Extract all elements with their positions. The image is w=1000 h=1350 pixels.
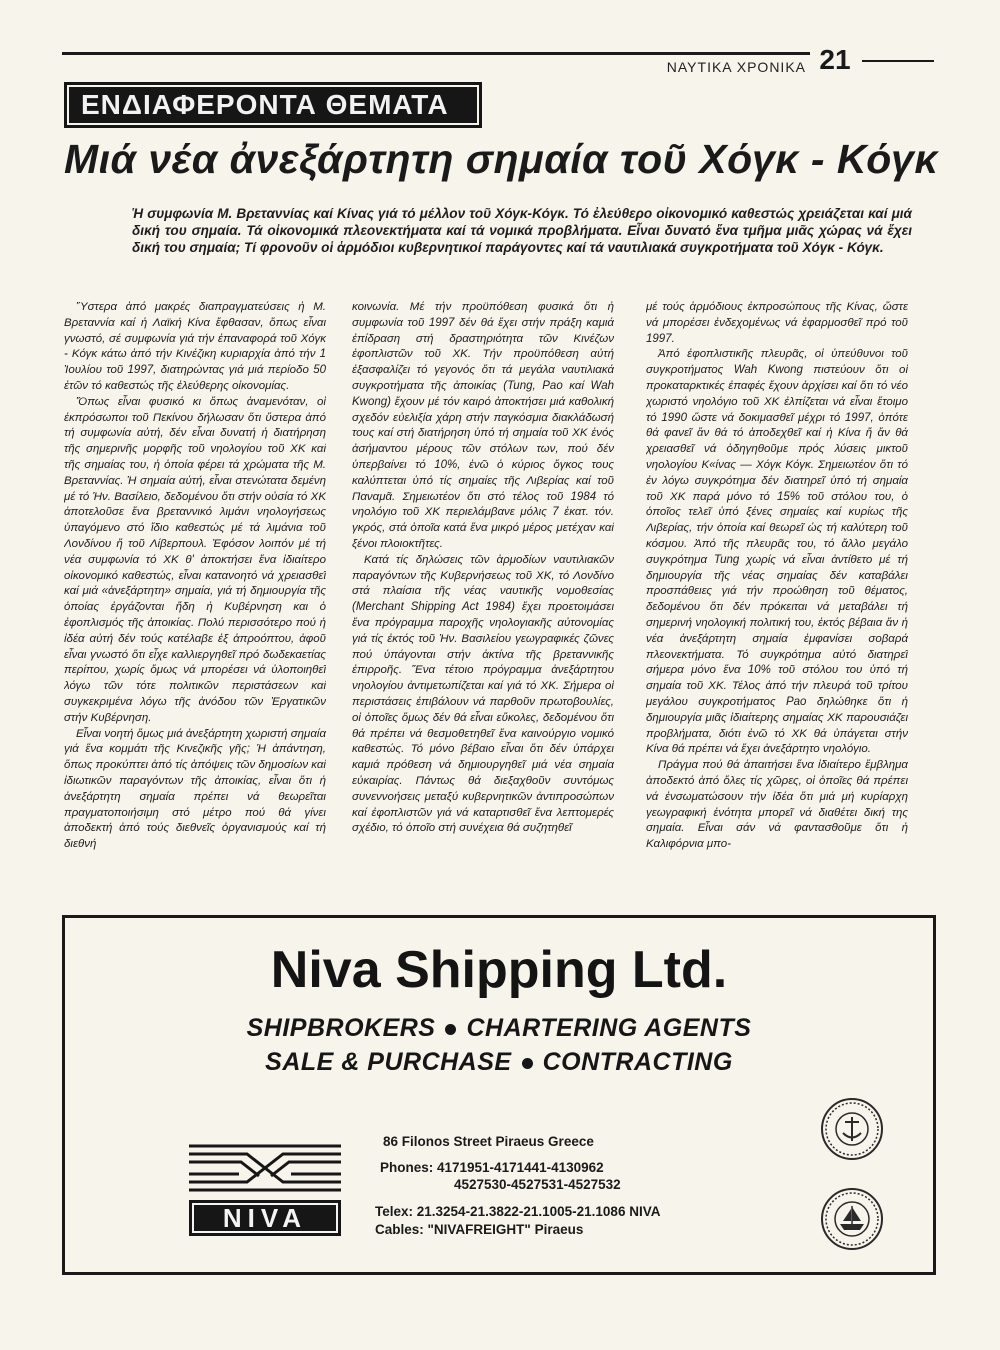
ad-service: CONTRACTING	[542, 1048, 733, 1076]
paragraph: Ἀπό ἐφοπλιστικῆς πλευρᾶς, οἱ ὑπεύθυνοι τοῦ συγκροτήματος Wah Kwong πιστεύουν ὅτι οἱ προκαταρκτικές ἐπαφές ἔχουν ἀρχίσει καί ὅτι τό νέο χωριστό νηολόγιο τοῦ ΧΚ ἐλπίζεται νά εἶναι ἕτοιμο τό 1990 ὥστε νά δοκιμασθεῖ μέχρι τό 1997, ὁπότε θά φανεῖ ἄν θά τό ἀποδεχθεῖ καί ἡ Κίνα ἤ ἄν θά χρειασθεῖ νά ὁδηγηθοῦμε πρός λύσεις μικτοῦ νηολογίου Κ«ίνας — Χόγκ Κόγκ. Σημειωτέον ὅτι τό ἐν λόγω συγκρότημα δέν διατηρεῖ ὑπό τή σημαία τοῦ ΧΚ παρά μόνο τό 15% τοῦ στόλου του, ὁ ὁποῖος τελεῖ ὑπό ξένες σημαίες καί κυρίως τῆς Λιβερίας, τήν ὁποία καί θεωρεῖ ὡς τή καλύτερη τοῦ κόσμου. Ἀπό τῆς πλευρᾶς του, τό ἄλλο μεγάλο συγκρότημα Tung χωρίς νά εἶναι ἀντίθετο μέ τή δημιουργία τῆς νέας σημαίας δέν καταβάλει προσπάθειες γιά τήν προώθηση τοῦ θέματος, δεδομένου ὅτι δέν πρόκειται νά μεταβάλει τή σημερινή νηολογική πολιτική του, ἐκτός βέβαια ἄν ἡ νέα ἀνεξάρτητη σημαία ἐμφανίσει σοβαρά πλεονεκτήματα. Τό συγκρότημα αὐτό διατηρεῖ σήμερα μόνο ἕνα 10% τοῦ στόλου του ὑπό τή σημαία τοῦ ΧΚ. Τέλος ἀπό τήν πλευρά τοῦ τρίτου μεγάλου συγκροτήματος Pao δηλώθηκε ὅτι ἡ δημιουργία μιᾶς ἰδιαίτερης σημαίας ΧΚ παρουσιάζει προβλήματα, διότι ἐνῶ τό ΧΚ θά ὑπάγεται στήν Κίνα θά πρέπει νά ἔχει ἀνεξάρτητο νηολόγιο.	[646, 348, 908, 756]
brokers-seal-icon	[821, 1188, 883, 1250]
ad-services-line-2	[65, 1048, 933, 1077]
paragraph: κοινωνία. Μέ τήν προϋπόθεση φυσικά ὅτι ἡ συμφωνία τοῦ 1997 δέν θά ἔχει στήν πράξη καμιά ἐπίδραση στή δραστηριότητα τῶν Κινέζων ἐφοπλιστῶν τοῦ ΧΚ. Τήν προϋπόθεση αὐτή ἐξασφαλίζει τό γεγονός ὅτι τά μεγάλα ναυτιλιακά συγκροτήματα τῆς ἀποικίας (Tung, Pao καί Wah Kwong) ἔχουν μέ τόν καιρό ἀποκτήσει μιά καθολική σχεδόν εὐελιξία χάρη στήν παγκόσμια διακλάδωσή τους καί στή διατήρηση ὑπό τή σημαία τοῦ ΧΚ ἑνός ἀσήμαντου μέρους τῶν στόλων των, πού δέν ὑπερβαίνει τό 10%, ἐνῶ ὁ κύριος ὄγκος τους καλύπτεται ὑπό τίς σημαίες τῆς Λιβερίας καί τοῦ Παναμᾶ. Σημειωτέον ὅτι στό τέλος τοῦ 1984 τό νηολόγιο τοῦ ΧΚ περιελάμβανε μόλις 7 ἑκατ. τόν. γκρός, στά ὁποῖα κατά ἕνα μικρό μέρος μετέχαν καί ξένοι πλοιοκτῆτες.	[352, 301, 614, 550]
ad-address: 86 Filonos Street Piraeus Greece	[383, 1134, 594, 1149]
ad-cables: Cables: "NIVAFREIGHT" Piraeus	[375, 1222, 584, 1237]
article-lede: Ἡ συμφωνία Μ. Βρεταννίας καί Κίνας γιά τό μέλλον τοῦ Χόγκ-Κόγκ. Τό ἐλεύθερο οἰκονομικό καθεστώς χρειάζεται καί μιά δική του σημαία. Τά οἰκονομικά πλεονεκτήματα καί τά νομικά προβλήματα. Εἶναι δυνατό ἕνα τμῆμα μιᾶς χώρας νά ἔχει δική του σημαία; Τί φρονοῦν οἱ ἁρμόδιοι κυβερνητικοί παράγοντες καί τά ναυτιλιακά συγκροτήματα τοῦ Χόγκ - Κόγκ.	[132, 206, 912, 256]
niva-logo	[189, 1140, 341, 1236]
article-column-1	[64, 300, 326, 900]
advertisement	[62, 915, 936, 1275]
ad-company-name: Niva Shipping Ltd.	[270, 941, 728, 999]
paragraph: Κατά τίς δηλώσεις τῶν ἁρμοδίων ναυτιλιακῶν παραγόντων τῆς Κυβερνήσεως τοῦ ΧΚ, τό Λονδίνο στά πλαίσια τῆς νέας ναυτικῆς νομοθεσίας (Merchant Shipping Act 1984) ἔχει προετοιμάσει ἕνα πρόγραμμα παροχῆς νηολογιακῆς αὐτονομίας γιά τίς ἐκτός τοῦ Ἡν. Βασιλείου γεωγραφικές ζῶνες πού ὑπάγονται στήν ἀκτίνα τῆς βρεταννικῆς ἐπιρροῆς. Ἕνα τέτοιο πρόγραμμα ἀνεξάρτητου νηολογίου ἀντιμετωπίζεται καί γιά τό ΧΚ. Σήμερα οἱ περιστάσεις ἐπιβάλουν νά παρθοῦν πρωτοβουλίες, οἱ ὁποῖες ὅμως δέν θά εἶναι εὔκολες, δεδομένου ὅτι θά πρέπει νά θεσμοθετηθεῖ ἕνα καινούργιο νομικό καθεστώς. Τό μόνο βέβαιο εἶναι ὅτι δέν ὑπάρχει καμιά πρόθεση νά δημιουργηθεῖ μιά νέα σημαία εὐκαιρίας. Πάντως θά διεξαχθοῦν συντόμως συνεννοήσεις μεταξύ κυβερνητικῶν ἀντιπροσώπων καί ἐφοπλιστῶν γιά νά καταρτισθεῖ ἕνα λεπτομερές σχέδιο, τό ὁποῖο στή συνέχεια θά συζητηθεῖ	[352, 553, 614, 835]
paragraph: Εἶναι νοητή ὅμως μιά ἀνεξάρτητη χωριστή σημαία γιά ἕνα κομμάτι τῆς Κινεζικῆς γῆς; Ἡ ἀπάντηση, ὅπως προκύπτει ἀπό τίς ἀπόψεις τῶν δημοσίων καί ἰδιωτικῶν παραγόντων τῆς ἀποικίας, εἶναι ὅτι ἡ ἀνεξάρτητη σημαία πρέπει νά θεωρεῖται πραγματοποιήσιμη στό μέτρο πού θά γίνει ἀποδεκτή ἀπό τούς διεθνεῖς ὀργανισμούς καί τή διεθνή	[64, 727, 326, 851]
header-rule	[62, 52, 810, 55]
running-head: ΝΑΥΤΙΚΑ ΧΡΟΝΙΚΑ	[666, 59, 806, 75]
paragraph: μέ τούς ἁρμόδιους ἐκπροσώπους τῆς Κίνας, ὥστε νά μπορέσει ἐνδεχομένως νά ἐφαρμοσθεῖ πρό τοῦ 1997.	[646, 301, 908, 345]
ad-telex: Telex: 21.3254-21.3822-21.1005-21.1086 NIVA	[375, 1204, 661, 1219]
niva-x-emblem-icon	[189, 1140, 341, 1198]
article-column-3	[646, 300, 908, 900]
paragraph: Ὕστερα ἀπό μακρές διαπραγματεύσεις ἡ Μ. Βρεταννία καί ἡ Λαϊκή Κίνα ἔφθασαν, ὅπως εἶναι γνωστό, σέ συμφωνία γιά τήν ἐπαναφορά τοῦ Χόγκ - Κόγκ κάτω ἀπό τήν Κινέζικη κυριαρχία ἀπό τήν 1 Ἰουλίου τοῦ 1997, διατηρώντας γιά μιά περίοδο 50 ἐτῶν τό καθεστώς τῆς ἐλεύθερης οἰκονομίας.	[64, 301, 326, 392]
section-label: ΕΝΔΙΑΦΕΡΟΝΤΑ ΘΕΜΑΤΑ	[81, 89, 449, 120]
ad-services-line-1	[65, 1014, 933, 1043]
ad-service: CHARTERING AGENTS	[466, 1014, 752, 1042]
paragraph: Ὅπως εἶναι φυσικό κι ὅπως ἀναμενόταν, οἱ ἐκπρόσωποι τοῦ Πεκίνου δήλωσαν ὅτι ὕστερα ἀπό τή συμφωνία αὐτή, δέν εἶναι δυνατή ἡ διατήρηση τῆς σημερινῆς μορφῆς τοῦ νηολογίου τοῦ ΧΚ καί τῆς σημαίας του, ἡ ὁποία φέρει τά χρώματα τῆς Μ. Βρεταννίας. Ἡ σημαία αὐτή, εἶναι στενώτατα δεμένη μέ τό Ἡν. Βασίλειο, δεδομένου ὅτι στήν οὐσία τό ΧΚ ἀποτελοῦσε ἕνα βρεταννικό λιμάνι νηολογήσεως ὑπαγόμενο στό ἴδιο καθεστώς μέ τά λιμάνια τοῦ Λονδίνου ἤ τοῦ Λίβερπουλ. Ἐφόσον λοιπόν μέ τή νέα συμφωνία τό ΧΚ θ' ἀποκτήσει ἕνα ἰδιαίτερο οἰκονομικό καθεστώς, εἶναι κατανοητό νά χρειασθεῖ καί μιά «ἀνεξάρτητη» σημαία, γιά τή δημιουργία τῆς ὁποίας ἐργάζονται ἤδη ἡ Κυβέρνηση και ὁ ἐφοπλισμός τῆς ἀποικίας. Πολύ περισσότερο πού ἡ ἰδέα αὐτή δέν τούς κατέλαβε ἐξ ἀπροόπτου, ἀφοῦ εἶναι γνωστό ὅτι εἶχε καλλιεργηθεῖ πρό δωδεκαετίας περίπου, χωρίς ὅμως νά μπορέσει νά ὑλοποιηθεῖ λόγω τῶν τότε πολιτικῶν περιστάσεων καί συγκεκριμένα λόγω τῆς ἀνόδου τῶν Ἐργατικῶν στήν Κυβέρνηση.	[64, 395, 326, 724]
article-column-2	[352, 300, 614, 900]
ad-phones: Phones: 4171951-4171441-4130962	[380, 1160, 604, 1175]
ad-service: SHIPBROKERS	[246, 1014, 436, 1042]
bullet-icon	[522, 1058, 533, 1069]
niva-logo-text: NIVA	[189, 1200, 341, 1236]
page-number: 21	[819, 44, 851, 75]
header-rule-right	[862, 60, 934, 62]
ad-service: SALE & PURCHASE	[265, 1048, 512, 1076]
section-banner	[64, 82, 482, 128]
ad-phones-continued: 4527530-4527531-4527532	[454, 1177, 621, 1192]
association-seal-icon	[821, 1098, 883, 1160]
article-title: Μιά νέα ἀνεξάρτητη σημαία τοῦ Χόγκ - Κόγκ	[64, 136, 939, 182]
bullet-icon	[445, 1024, 456, 1035]
paragraph: Πράγμα πού θά ἀπαιτήσει ἕνα ἰδιαίτερο ἔμβλημα ἀποδεκτό ἀπό ὅλες τίς χῶρες, οἱ ὁποῖες θά πρέπει νά ἐνσωματώσουν τήν ἰδέα ὅτι μιά μή κυρίαρχη γεωγραφική ἑνότητα μπορεῖ νά διαθέτει δική της σημαία. Εἶναι σάν νά φαντασθοῦμε ὅτι ἡ Καλιφόρνια μπο-	[646, 759, 908, 851]
